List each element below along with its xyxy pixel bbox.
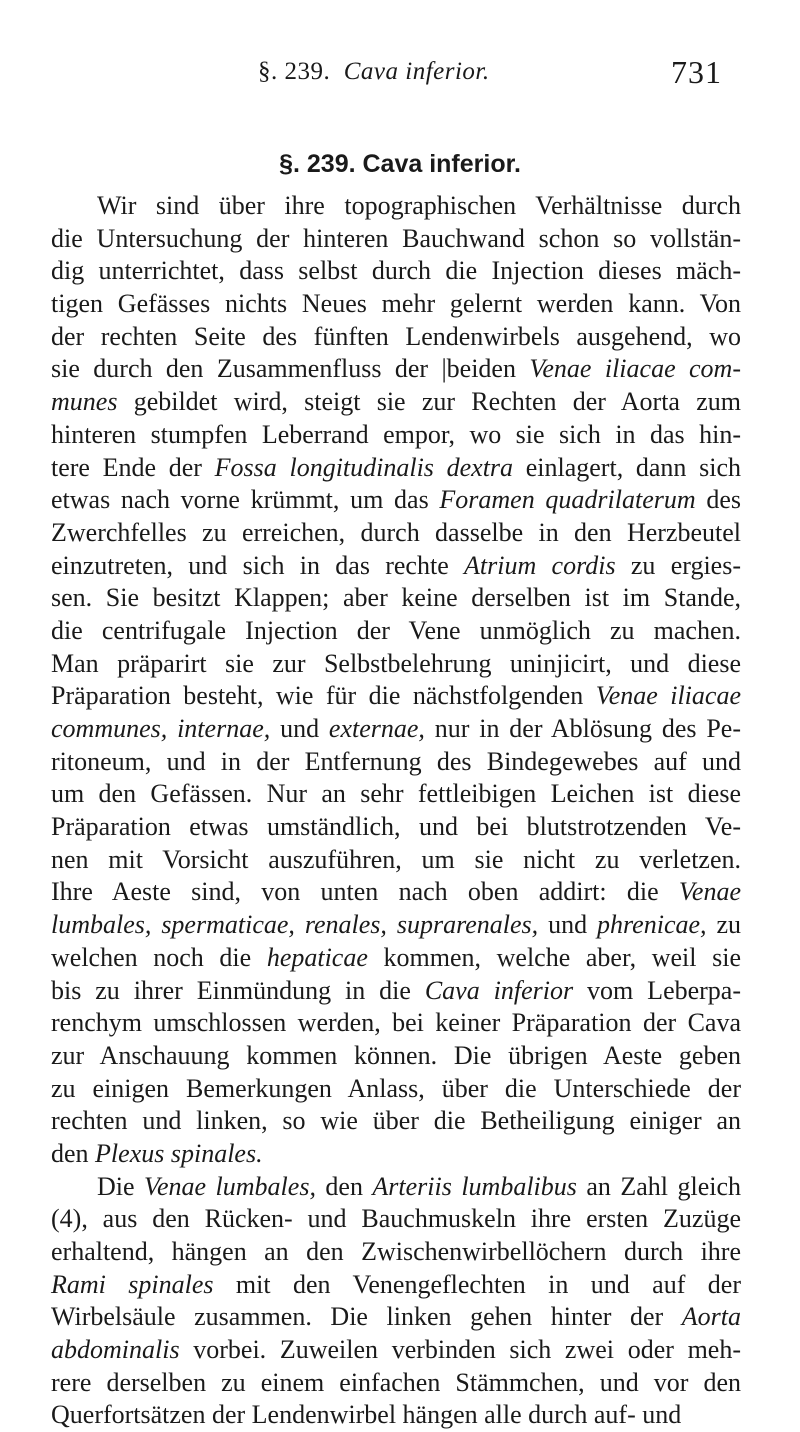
latin-term: Fossa longitudinalis dextra (214, 452, 514, 482)
running-head (258, 54, 722, 98)
body-text (51, 190, 741, 1432)
text-line (51, 550, 741, 583)
text-run: renchym umschlossen werden, bei keiner Präparation der Cava (51, 1008, 741, 1038)
text-run: Wirbelsäule zusammen. Die linken gehen hinter der (51, 1302, 682, 1332)
text-run: Präparation besteht, wie für die nächstfolgenden (51, 681, 596, 711)
latin-term: communes, internae, (51, 714, 271, 743)
text-run: mit den Venengeflechten in und auf der (213, 1269, 741, 1299)
latin-term: phrenicae, (597, 910, 707, 940)
text-run: Wir sind über ihre topographischen Verhältnisse durch (97, 191, 741, 220)
text-run: (4), aus den Rücken- und Bauchmuskeln ihre ersten Zuzüge (51, 1204, 741, 1234)
text-line (51, 1269, 741, 1302)
text-line (51, 942, 741, 975)
text-line (51, 1399, 741, 1432)
latin-term: lumbales, spermaticae, renales, suprarenales, (51, 910, 539, 940)
text-line (51, 680, 741, 713)
text-line (51, 484, 741, 517)
text-run: vorbei. Zuweilen verbinden sich zwei oder meh- (179, 1335, 741, 1365)
text-line (51, 778, 741, 811)
latin-term: Arteriis lumbalibus (372, 1171, 577, 1201)
text-line (51, 1040, 741, 1073)
text-run: gebildet wird, steigt sie zur Rechten der Aorta zum (117, 387, 741, 417)
text-run: zu einigen Bemerkungen Anlass, über die Unterschiede der (51, 1073, 741, 1103)
text-run: Querfortsätzen der Lendenwirbel hängen alle durch auf- und (51, 1400, 682, 1430)
text-line (51, 386, 741, 419)
text-run: welchen noch die (51, 942, 267, 972)
latin-term: Venae (678, 877, 741, 907)
text-line (51, 811, 741, 844)
text-line (51, 419, 741, 452)
text-line (51, 713, 741, 746)
latin-term: Plexus spinales. (95, 1138, 263, 1168)
text-run: vom Leberpa- (573, 975, 742, 1005)
text-line (51, 288, 741, 321)
text-line (51, 1105, 741, 1138)
text-run: tigen Gefässes nichts Neues mehr gelernt werden kann. Von (51, 289, 741, 319)
page-number: 731 (671, 54, 722, 90)
latin-term: munes (51, 387, 118, 417)
text-line (51, 746, 741, 779)
latin-term: Foramen quadrilaterum (439, 485, 696, 515)
text-run: sie durch den Zusammenfluss der |beiden (51, 354, 530, 384)
text-line (51, 648, 741, 681)
text-line (51, 909, 741, 942)
text-run: bis zu ihrer Einmündung in die (51, 975, 425, 1005)
text-run: tere Ende der (51, 452, 215, 482)
section-heading: §. 239. Cava inferior. (279, 150, 521, 178)
text-run: den (51, 1138, 96, 1168)
text-line (51, 223, 741, 256)
text-run: dig unterrichtet, dass selbst durch die Injection dieses mäch- (51, 256, 741, 286)
text-run: rechten und linken, so wie über die Betheiligung einiger an (51, 1106, 741, 1136)
text-run: etwas nach vorne krümmt, um das (51, 485, 440, 515)
running-head-title (258, 58, 490, 86)
text-line (51, 615, 741, 648)
text-line (51, 1203, 741, 1236)
running-head-topic: Cava inferior. (343, 58, 490, 85)
text-line (51, 517, 741, 550)
text-line (51, 255, 741, 288)
text-line (51, 1138, 741, 1171)
text-run: Präparation etwas umständlich, und bei blutstrotzenden Ve- (51, 812, 741, 842)
text-line (51, 353, 741, 386)
text-line (51, 582, 741, 615)
running-head-section: §. 239. (258, 58, 331, 85)
text-line (51, 1367, 741, 1400)
text-run: ritoneum, und in der Entfernung des Bindegewebes auf und (51, 746, 741, 776)
text-line (51, 452, 741, 485)
text-run: zu (706, 910, 742, 940)
text-run: nur in der Ablösung des Pe- (424, 714, 741, 743)
text-line (51, 876, 741, 909)
text-run: erhaltend, hängen an den Zwischenwirbellöchern durch ihre (51, 1237, 741, 1266)
text-line (51, 1007, 741, 1040)
text-run: nen mit Vorsicht auszuführen, um sie nicht zu verletzen. (51, 844, 741, 874)
text-run: Zwerchfelles zu erreichen, durch dasselbe in den Herzbeutel (51, 517, 741, 547)
text-run: und (270, 714, 329, 743)
latin-term: abdominalis (51, 1335, 180, 1365)
text-line (51, 844, 741, 877)
text-run: zur Anschauung kommen können. Die übrigen Aeste geben (51, 1040, 741, 1070)
latin-term: Venae lumbales, (144, 1171, 316, 1201)
text-run: um den Gefässen. Nur an sehr fettleibigen Leichen ist diese (51, 779, 741, 809)
text-line (51, 975, 741, 1008)
text-line (51, 190, 741, 223)
latin-term: Aorta (681, 1302, 741, 1332)
text-line (51, 1171, 741, 1204)
text-run: und (538, 910, 598, 940)
text-run: die Untersuchung der hinteren Bauchwand schon so vollstän- (51, 223, 741, 253)
text-run: Man präparirt sie zur Selbstbelehrung uninjicirt, und diese (51, 648, 741, 678)
latin-term: externae, (328, 714, 425, 743)
text-run: die centrifugale Injection der Vene unmöglich zu machen. (51, 615, 741, 645)
text-line (51, 1301, 741, 1334)
latin-term: Venae iliacae com- (529, 354, 741, 384)
text-run: Ihre Aeste sind, von unten nach oben addirt: die (51, 877, 679, 907)
text-line (51, 1073, 741, 1106)
latin-term: Rami spinales (51, 1269, 214, 1299)
text-run: rere derselben zu einem einfachen Stämmchen, und vor den (51, 1367, 741, 1397)
text-run: sen. Sie besitzt Klappen; aber keine derselben ist im Stande, (51, 583, 741, 613)
text-run: hinteren stumpfen Leberrand empor, wo sie sich in das hin- (51, 419, 741, 449)
text-run: des (695, 485, 741, 515)
text-run: zu ergies- (615, 550, 741, 580)
text-run: der rechten Seite des fünften Lendenwirbels ausgehend, wo (51, 321, 741, 351)
text-line (51, 1236, 741, 1269)
latin-term: Cava inferior (424, 975, 574, 1005)
latin-term: Atrium cordis (464, 550, 616, 580)
text-run: kommen, welche aber, weil sie (367, 942, 741, 972)
text-line (51, 321, 741, 354)
text-run: Die (97, 1171, 145, 1201)
latin-term: hepaticae (266, 942, 368, 972)
text-run: einlagert, dann sich (513, 452, 741, 482)
text-run: an Zahl gleich (576, 1171, 742, 1201)
latin-term: Venae iliacae (595, 681, 741, 711)
text-run: den (315, 1171, 373, 1201)
text-run: einzutreten, und sich in das rechte (51, 550, 465, 580)
